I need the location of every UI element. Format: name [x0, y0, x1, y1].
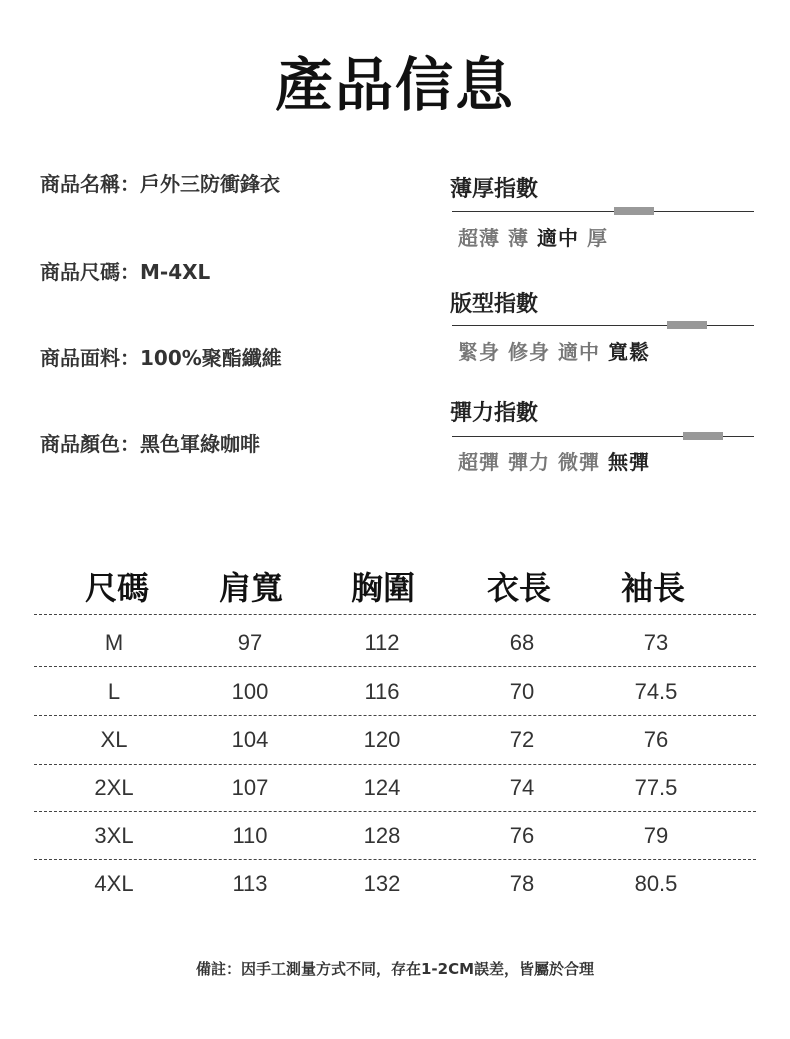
- cell-sleeve: 74.5: [634, 679, 678, 704]
- table-divider: [34, 811, 756, 812]
- spec-value: 戶外三防衝鋒衣: [140, 172, 280, 196]
- spec-name: [40, 168, 280, 197]
- cell-sleeve: 73: [643, 630, 669, 655]
- spec-size: [40, 256, 210, 285]
- cell-size: M: [104, 630, 124, 655]
- spec-colon: ：: [120, 346, 140, 370]
- thickness-index-options: [458, 222, 616, 251]
- table-header-chest: 胸圍: [350, 569, 415, 607]
- thickness-index-title: 薄厚指數: [450, 177, 539, 202]
- index-option: 修身: [508, 340, 550, 364]
- cell-shoulder: 104: [231, 727, 269, 752]
- spec-label: 商品名稱: [40, 172, 120, 196]
- index-option: 超薄: [458, 226, 500, 250]
- cell-size: 2XL: [94, 775, 134, 800]
- cell-shoulder: 97: [237, 630, 263, 655]
- cell-size: L: [107, 679, 121, 704]
- table-divider: [34, 715, 756, 716]
- spec-label: 商品尺碼: [40, 260, 120, 284]
- index-option: 無彈: [608, 450, 650, 474]
- spec-value: 100%聚酯纖維: [140, 346, 282, 370]
- elastic-index-options: [458, 446, 658, 475]
- cell-chest: 116: [364, 679, 400, 704]
- cell-length: 74: [509, 775, 535, 800]
- index-option: 緊身: [458, 340, 500, 364]
- cell-sleeve: 77.5: [634, 775, 678, 800]
- cell-length: 72: [509, 727, 535, 752]
- spec-colon: ：: [120, 172, 140, 196]
- elastic-index-marker: [683, 432, 723, 440]
- cell-length: 68: [509, 630, 535, 655]
- table-header-length: 衣長: [486, 569, 551, 607]
- table-divider: [34, 764, 756, 765]
- spec-colon: ：: [120, 432, 140, 456]
- spec-color: [40, 428, 260, 457]
- cell-chest: 112: [364, 630, 400, 655]
- spec-value: 黑色軍綠咖啡: [140, 432, 260, 456]
- index-option: 適中: [537, 226, 579, 250]
- index-option: 厚: [587, 226, 608, 250]
- cell-length: 70: [509, 679, 535, 704]
- cell-sleeve: 76: [643, 727, 669, 752]
- index-option: 薄: [508, 226, 529, 250]
- table-header-shoulder: 肩寬: [218, 569, 283, 607]
- cell-shoulder: 100: [231, 679, 269, 704]
- thickness-index-marker: [614, 207, 654, 215]
- cell-chest: 128: [363, 823, 401, 848]
- page-title: 產品信息: [274, 51, 515, 119]
- fit-index-title: 版型指數: [450, 292, 539, 317]
- cell-sleeve: 79: [643, 823, 669, 848]
- elastic-index-title: 彈力指數: [450, 401, 539, 426]
- spec-value: M-4XL: [140, 260, 211, 284]
- cell-size: 3XL: [94, 823, 134, 848]
- index-option: 寬鬆: [608, 340, 650, 364]
- cell-chest: 124: [363, 775, 401, 800]
- cell-chest: 132: [363, 871, 401, 896]
- cell-shoulder: 113: [232, 871, 268, 896]
- footnote: 備註：因手工測量方式不同，存在1-2CM誤差，皆屬於合理: [195, 960, 595, 978]
- cell-sleeve: 80.5: [634, 871, 678, 896]
- cell-shoulder: 107: [231, 775, 269, 800]
- table-divider: [34, 859, 756, 860]
- index-option: 超彈: [458, 450, 500, 474]
- cell-length: 78: [509, 871, 535, 896]
- spec-colon: ：: [120, 260, 140, 284]
- thickness-index-line: [452, 211, 754, 212]
- table-header-sleeve: 袖長: [620, 569, 685, 607]
- table-divider: [34, 614, 756, 615]
- index-option: 彈力: [508, 450, 550, 474]
- cell-size: 4XL: [94, 871, 134, 896]
- spec-fabric: [40, 342, 282, 371]
- spec-label: 商品面料: [40, 346, 120, 370]
- index-option: 適中: [558, 340, 600, 364]
- cell-length: 76: [509, 823, 535, 848]
- fit-index-line: [452, 325, 754, 326]
- table-divider: [34, 666, 756, 667]
- cell-shoulder: 110: [232, 823, 268, 848]
- fit-index-options: [458, 336, 658, 365]
- spec-label: 商品顏色: [40, 432, 120, 456]
- cell-chest: 120: [363, 727, 401, 752]
- table-header-size: 尺碼: [84, 569, 149, 607]
- cell-size: XL: [100, 727, 128, 752]
- fit-index-marker: [667, 321, 707, 329]
- index-option: 微彈: [558, 450, 600, 474]
